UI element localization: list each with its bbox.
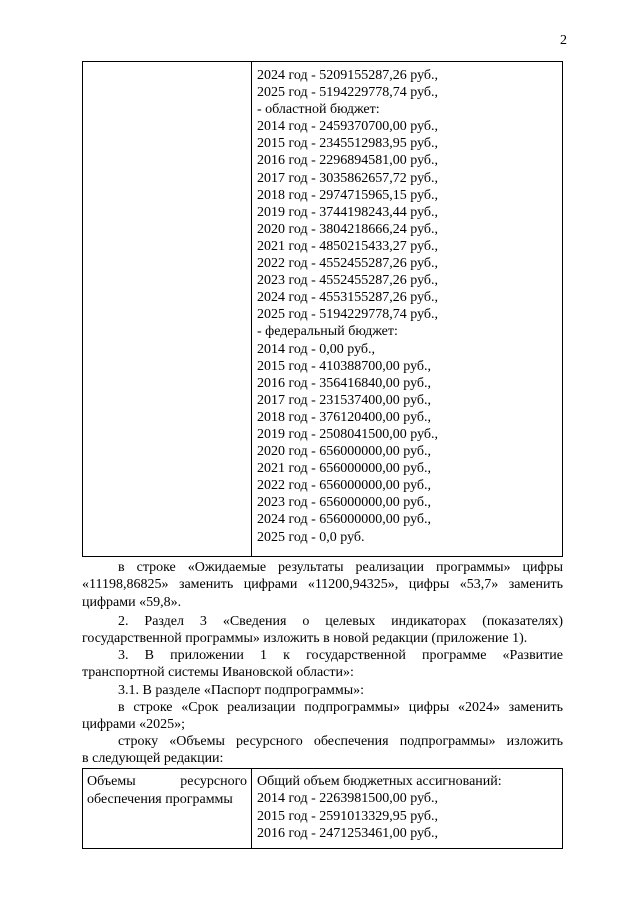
value-line: 2022 год - 4552455287,26 руб., bbox=[257, 256, 439, 272]
value-line: - федеральный бюджет: bbox=[257, 324, 398, 340]
paragraph-appendix-1 bbox=[82, 647, 563, 682]
page-number: 2 bbox=[560, 33, 567, 48]
value-line: 2014 год - 2459370700,00 руб., bbox=[257, 119, 439, 135]
column-divider bbox=[251, 769, 252, 848]
value-line: 2019 год - 2508041500,00 руб., bbox=[257, 426, 439, 442]
value-line: 2018 год - 376120400,00 руб., bbox=[257, 409, 432, 425]
value-line: 2023 год - 4552455287,26 руб., bbox=[257, 273, 439, 289]
text-line: 3.1. В разделе «Паспорт подпрограммы»: bbox=[118, 683, 365, 698]
value-line: 2016 год - 356416840,00 руб., bbox=[257, 375, 432, 391]
column-divider bbox=[251, 62, 252, 556]
value-line: 2015 год - 410388700,00 руб., bbox=[257, 358, 432, 374]
value-line: 2025 год - 0,0 руб. bbox=[257, 529, 365, 545]
text-line: транспортной системы Ивановской области»: bbox=[82, 665, 354, 681]
funding-table-continued bbox=[82, 61, 563, 557]
value-line: 2015 год - 2345512983,95 руб., bbox=[257, 136, 439, 152]
paragraph-resources-line bbox=[82, 733, 563, 768]
value-line: 2017 год - 231537400,00 руб., bbox=[257, 392, 432, 408]
text-line: «11198,86825» заменить цифрами «11200,94325», цифры «53,7» заменить bbox=[82, 577, 563, 593]
value-line: 2018 год - 2974715965,15 руб., bbox=[257, 187, 439, 203]
resources-table bbox=[82, 768, 563, 849]
value-line: 2021 год - 656000000,00 руб., bbox=[257, 461, 432, 477]
value-line: 2021 год - 4850215433,27 руб., bbox=[257, 238, 439, 254]
value-line: 2024 год - 5209155287,26 руб., bbox=[257, 68, 439, 83]
text-line: в следующей редакции: bbox=[82, 751, 224, 767]
value-line: - областной бюджет: bbox=[257, 102, 380, 118]
value-line: 2015 год - 2591013329,95 руб., bbox=[257, 808, 439, 824]
label-line: обеспечения программы bbox=[87, 792, 233, 807]
text-line: цифрами «2025»; bbox=[82, 717, 186, 733]
value-line: 2020 год - 656000000,00 руб., bbox=[257, 444, 432, 460]
text-line: 2. Раздел 3 «Сведения о целевых индикаторах (показателях) bbox=[118, 614, 563, 629]
text-line: 3. В приложении 1 к государственной программе «Развитие bbox=[118, 648, 563, 663]
value-line: 2023 год - 656000000,00 руб., bbox=[257, 495, 432, 511]
paragraph-section-3 bbox=[82, 613, 563, 648]
value-line: 2016 год - 2471253461,00 руб., bbox=[257, 826, 439, 842]
value-line: 2024 год - 4553155287,26 руб., bbox=[257, 290, 439, 306]
value-line: 2014 год - 0,00 руб., bbox=[257, 341, 376, 357]
label-line: Объемы ресурсного bbox=[87, 774, 247, 789]
text-line: цифрами «59,8». bbox=[82, 594, 182, 610]
paragraph-expected-results bbox=[82, 559, 563, 611]
value-line: 2019 год - 3744198243,44 руб., bbox=[257, 204, 439, 220]
value-line: 2017 год - 3035862657,72 руб., bbox=[257, 170, 439, 186]
value-line: Общий объем бюджетных ассигнований: bbox=[257, 774, 502, 789]
paragraph-passport-section bbox=[82, 682, 563, 699]
value-line: 2025 год - 5194229778,74 руб., bbox=[257, 85, 439, 101]
text-line: в строке «Ожидаемые результаты реализации программы» цифры bbox=[118, 560, 563, 575]
value-line: 2014 год - 2263981500,00 руб., bbox=[257, 791, 439, 807]
funding-values-cell bbox=[257, 67, 438, 546]
resources-values-cell bbox=[257, 773, 502, 843]
value-line: 2022 год - 656000000,00 руб., bbox=[257, 478, 432, 494]
value-line: 2020 год - 3804218666,24 руб., bbox=[257, 221, 439, 237]
value-line: 2025 год - 5194229778,74 руб., bbox=[257, 307, 439, 323]
text-line: в строке «Срок реализации подпрограммы» цифры «2024» заменить bbox=[118, 700, 563, 715]
resources-label-cell bbox=[87, 773, 247, 809]
text-line: строку «Объемы ресурсного обеспечения подпрограммы» изложить bbox=[118, 734, 563, 749]
paragraph-term bbox=[82, 699, 563, 734]
text-line: государственной программы» изложить в новой редакции (приложение 1). bbox=[82, 631, 528, 647]
value-line: 2016 год - 2296894581,00 руб., bbox=[257, 153, 439, 169]
value-line: 2024 год - 656000000,00 руб., bbox=[257, 512, 432, 528]
